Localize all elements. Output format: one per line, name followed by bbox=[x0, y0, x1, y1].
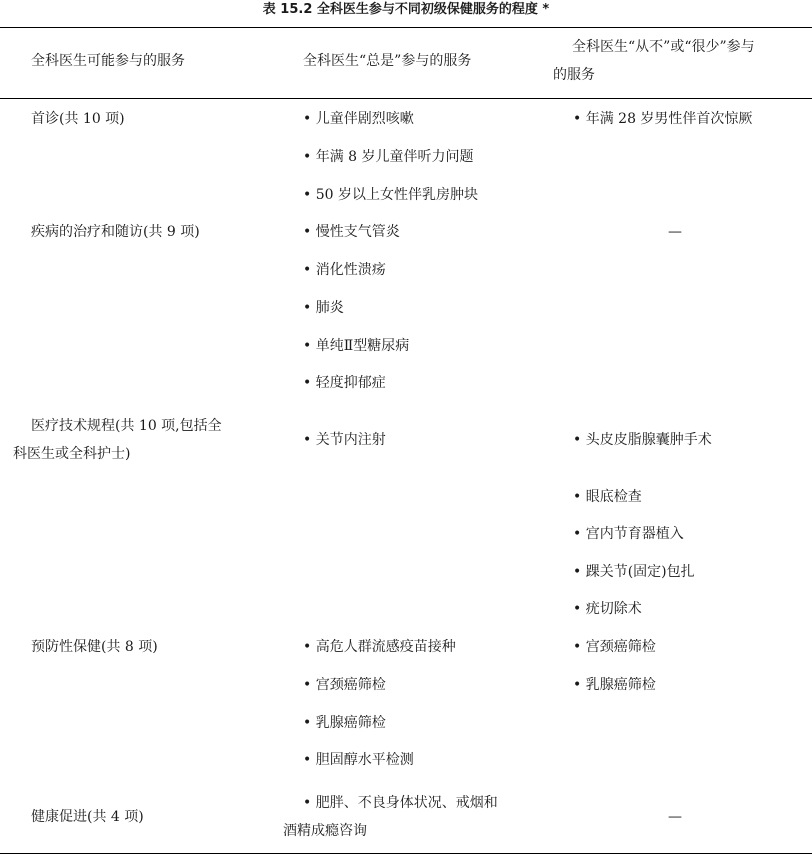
category-prevention: 预防性保健(共 8 项) bbox=[31, 639, 158, 655]
header-col-rarely-line1: 全科医生“从不”或“很少”参与 bbox=[572, 39, 755, 55]
header-col-services: 全科医生可能参与的服务 bbox=[31, 53, 185, 69]
list-item: • 肥胖、不良身体状况、戒烟和 bbox=[303, 795, 498, 811]
category-promotion: 健康促进(共 4 项) bbox=[31, 809, 144, 825]
list-item: • 单纯Ⅱ型糖尿病 bbox=[303, 338, 410, 354]
list-item: • 疣切除术 bbox=[573, 601, 642, 617]
list-item: • 乳腺癌筛检 bbox=[303, 715, 386, 731]
category-treatment: 疾病的治疗和随访(共 9 项) bbox=[31, 224, 200, 240]
list-item: • 消化性溃疡 bbox=[303, 262, 386, 278]
list-item: • 关节内注射 bbox=[303, 432, 386, 448]
header-rule bbox=[0, 98, 812, 99]
list-item: • 宫颈癌筛检 bbox=[573, 639, 656, 655]
list-item: • 高危人群流感疫苗接种 bbox=[303, 639, 456, 655]
list-item: • 慢性支气管炎 bbox=[303, 224, 400, 240]
table-bottom-rule bbox=[0, 853, 812, 854]
header-col-rarely-line2: 的服务 bbox=[553, 67, 595, 83]
list-item: • 50 岁以上女性伴乳房肿块 bbox=[303, 187, 478, 203]
list-item: • 儿童伴剧烈咳嗽 bbox=[303, 111, 414, 127]
list-item: • 肺炎 bbox=[303, 300, 344, 316]
list-item: • 眼底检查 bbox=[573, 489, 642, 505]
table-caption: 表 15.2 全科医生参与不同初级保健服务的程度 * bbox=[262, 2, 550, 17]
list-item: • 宫内节育器植入 bbox=[573, 526, 684, 542]
table-top-rule bbox=[0, 27, 812, 28]
list-item: • 踝关节(固定)包扎 bbox=[573, 564, 695, 580]
category-procedures-line1: 医疗技术规程(共 10 项,包括全 bbox=[31, 418, 222, 434]
header-col-always: 全科医生“总是”参与的服务 bbox=[303, 53, 472, 69]
list-item: • 年满 8 岁儿童伴听力问题 bbox=[303, 149, 474, 165]
empty-dash: — bbox=[668, 809, 682, 825]
list-item: • 头皮皮脂腺囊肿手术 bbox=[573, 432, 712, 448]
empty-dash: — bbox=[668, 224, 682, 240]
list-item-continued: 酒精成瘾咨询 bbox=[283, 823, 367, 839]
category-first-visit: 首诊(共 10 项) bbox=[31, 111, 125, 127]
list-item: • 轻度抑郁症 bbox=[303, 375, 386, 391]
list-item: • 乳腺癌筛检 bbox=[573, 677, 656, 693]
category-procedures-line2: 科医生或全科护士) bbox=[13, 446, 131, 462]
list-item: • 胆固醇水平检测 bbox=[303, 752, 414, 768]
list-item: • 宫颈癌筛检 bbox=[303, 677, 386, 693]
list-item: • 年满 28 岁男性伴首次惊厥 bbox=[573, 111, 753, 127]
